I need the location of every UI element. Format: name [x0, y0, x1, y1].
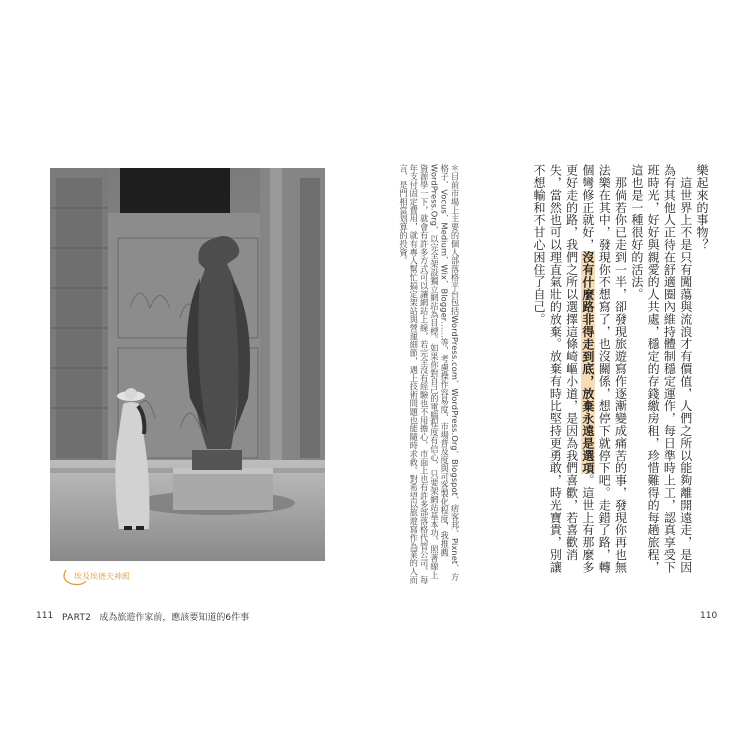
- paragraph-2-text: 這世界上不是只有闖蕩與流浪才有價值，人們之所以能夠離開遠走，是因為有其他人正待在舒適圈內維持體制穩定運作，每日準時上工，認真享受下班時光，好好與親愛的人共處，穩定的存錢繳房租，珍惜難得的每趟旅程，這也是一種很好的活法。: [629, 164, 693, 574]
- temple-photo: [50, 168, 325, 561]
- right-page-number: 110: [700, 611, 718, 621]
- paragraph-3-text-b: 。這世上有那麼多更好走的路，我們之所以選擇這條崎嶇小道，是因為我們喜歡，若喜歡消失，當然也可以理直氣壯的放棄。放棄有時比堅持更勇敢，時光寶貴，別讓不想輸和不甘心困住了自己。: [532, 164, 595, 574]
- footnote: ＊目前市場上主要的個人部落格平台包括WordPress.com、WordPress.Org、Blogspot、痞客邦、Pixnet、方格子、Vocus、Medium、Wix、Blogger……等，考慮操作容易度、市場普及度與可客製化程度，我推薦WordPress.Org，以完全架設獨立網站為目標。如果你對自己的電腦程度有信心，只要架網站基本功，照著線上資源學一下，就會有許多方式可以讓網站上線，若完全沒有經驗也不用擔心，市面上也有許多部落格代管公司，每年支付固定費用，就有專人幫忙搞定架站與營運細節，遇上技術問題也能隨時求救。對希望以旅遊寫作為業的人而言，是門相當划算的投資。: [398, 164, 460, 584]
- chapter-title: 成為旅遊作家前，應該要知道的6件事: [99, 613, 250, 623]
- paragraph-1: 樂起來的事物？: [695, 164, 709, 251]
- paragraph-3-text-a: 那倘若你已走到一半，卻發現旅遊寫作逐漸變成痛苦的事，發現你再也無法樂在其中，發現你不想寫了，也沒關係，想停下就停下吧。走錯了路，轉個彎修正就好，: [580, 164, 628, 574]
- paragraph-3: [531, 164, 629, 582]
- signature-text: 埃及埃德夫神殿: [74, 572, 130, 581]
- signature-caption: [60, 566, 180, 588]
- part-label: PART2: [62, 613, 92, 623]
- left-page-number: 111: [36, 611, 54, 621]
- temple-photo-illustration: [50, 168, 325, 561]
- running-head: [62, 610, 249, 623]
- paragraph-2: [629, 164, 694, 582]
- body-text: [470, 164, 710, 582]
- highlight-phrase: 沒有什麼路非得走到底，放棄永遠是選項: [580, 250, 595, 475]
